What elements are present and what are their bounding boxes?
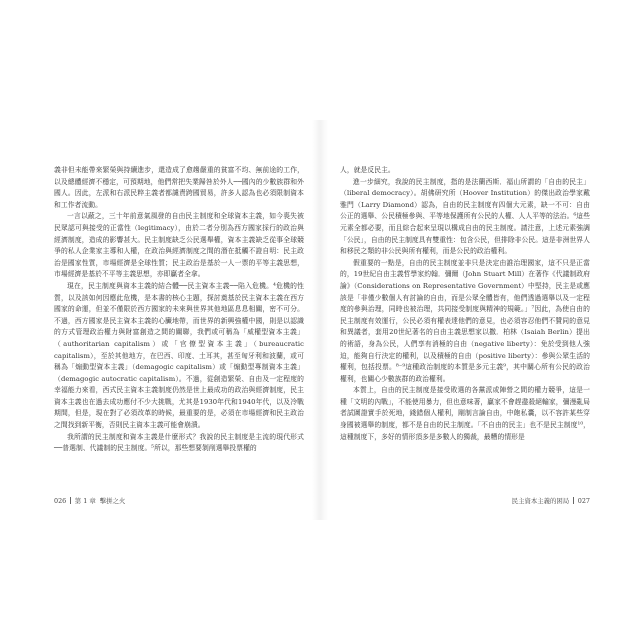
paragraph: 現在，民主制度與資本主義的結合體──民主資本主義──陷入危機。⁴危機的性質，以及該如何因應此危機，是本書的核心主題，探討奠基於民主資本主義在西方國家的命運，但並不僅限於西方國家的未來與世界其他地區息息相關，密不可分。不過，西方國家是民主資本主義的心臟地帶，而世界的新興強權中國，則是以認識的方式管理政治權力與財富創造之間的關聯，我們或可稱為「威權型資本主義」（authoritarian capitalism）或「官僚型資本主義」（bureaucratic capitalism），至於其他地方，在巴西、印度、土耳其，甚至匈牙利和波蘭，或可稱為「煽動型資本主義」（demagogic capitalism）或「煽動型專制資本主義」（demagogic autocratic capitalism）。不過，從創造繁榮、自由及一定程度的幸福能力來看，西式民主資本主義制度仍然是世上最成功的政治與經濟制度，民主資本主義也在過去成功應付不少大挑戰，尤其是1930年代和1940年代，以及冷戰期間，但是，現在對了必須改革的時候，最重要的是，必須在市場經濟和民主政治之間找到新平衡，否則民主資本主義可能會崩潰。	[54, 281, 304, 430]
chapter-title: 擊拼之火	[99, 497, 126, 505]
paragraph: 假重要的一點是，自由的民主制度並非只是決定由誰治理國家，這不只是正當的，19世紀自由主義哲學家約翰．彌爾（John Stuart Mill）在著作《代議制政府論》（Considerations on Representative Government）中堅持，民主是或應該是「非僅少數個人有討論的自由，而是公眾全體皆有，他們透過選舉以及一定程度的參與治理，同時也被治理，共同接受制度與精神的規範。」⁷因此，為使自由的民主制度有效運行，公民必須有權表達他們的意見，也必須容忍他們不贊同的意見和異議者，套用20世紀著名的自由主義思想家以撒．柏林（Isaiah Berlin）提出的術語，身為公民，人們享有消極的自由（negative liberty）：免於受到他人強迫，能夠自行決定的權利，以及積極的自由（positive liberty）：參與公眾生活的權利，包括投票。⁸⁻⁹這種政治制度的本質是多元主義⁹，其中關心所有公民的政治權利，也關心少數族群的政治權利。	[340, 258, 590, 383]
paragraph: 義非但未能帶來繁榮與持續進步，還造成了愈趨嚴重的貧富不均、無前途的工作，以及總體經濟不穩定，可預期地，他們常把失業歸咎於外人──國內的少數族群和外國人。因此，左派和右派民粹主義者都譴責跨國貿易，許多人認為也必須限制資本和工作者流動。	[54, 166, 304, 209]
footer-separator	[70, 497, 71, 504]
footer-separator	[573, 497, 574, 504]
paragraph: 進一步細究，我說的民主制度，指的是法蘭西斯．福山所謂的「自由的民主」（liberal democracy）。胡佛研究所（Hoover Institution）的傑出政治學家戴雅門（Larry Diamond）認為，自由的民主制度有四個大元素，缺一不可：自由公正的選舉、公民積極參與、平等地保護所有公民的人權、人人平等的法治。⁶這些元素全都必要，而且綜合起來呈現以構成自由的民主制度。請注意，上述元素強調「公民」，自由的民主制度具有雙重性：包含公民，但排除非公民。這是非洲世界人和移民之類的非公民與所有權利，而是公民的政治權利。	[340, 177, 590, 256]
page-number: 027	[577, 496, 590, 505]
right-page-footer	[512, 496, 590, 505]
page-number: 026	[54, 496, 67, 505]
paragraph: 一言以蔽之，三十年前意氣風發的自由民主制度和全球資本主義，如今喪失被民眾認可與接受的正當性（legitimacy），由於二者分別為西方國家採行的政治與經濟制度，造成的影響甚大。民主制度缺乏公民選舉權，資本主義缺乏從事全球競爭的私人企業家主導和人權，在政治與經濟制度之間的潛在抵觸不證自明：民主政治是國家性質，市場經濟是全球性質；民主政治是基於一人一票的平等主義思想，市場經濟是基於不平等主義思想，亦即贏者全拿。	[54, 212, 304, 279]
left-page-body	[54, 165, 304, 455]
paragraph: 我所謂的民主制度和資本主義是什麼形式？我說的民主制度是主流的現代形式──普選制、代議制的民主制度。⁵所以，那些想要剝削選舉投票權的	[54, 432, 304, 453]
chapter-label: 第 1 章	[74, 497, 96, 505]
running-title: 民主資本主義的困局	[511, 497, 570, 505]
paragraph: 本質上，自由的民主制度是接受敗選的各黨派或陣營之間的權力競爭，這是一種「文明的內戰」，不能使用暴力，但也意味著，贏家不會趕盡殺絕輸家，彌漫亂局者試圖證實手於死地，錢錯個人權利，剛制言論自由，中飽私囊，以不容許某些穿身國被選舉的制度，都不是自由的民主制度。「不自由的民主」也不是民主制度¹⁰，這種制度下，多好的情形頂多是多數人的獨裁，最糟的情形是	[340, 386, 590, 441]
right-page-body	[340, 165, 590, 443]
paragraph: 人，就是反民主。	[340, 166, 395, 174]
right-page	[320, 0, 640, 640]
left-page-footer	[54, 496, 125, 505]
